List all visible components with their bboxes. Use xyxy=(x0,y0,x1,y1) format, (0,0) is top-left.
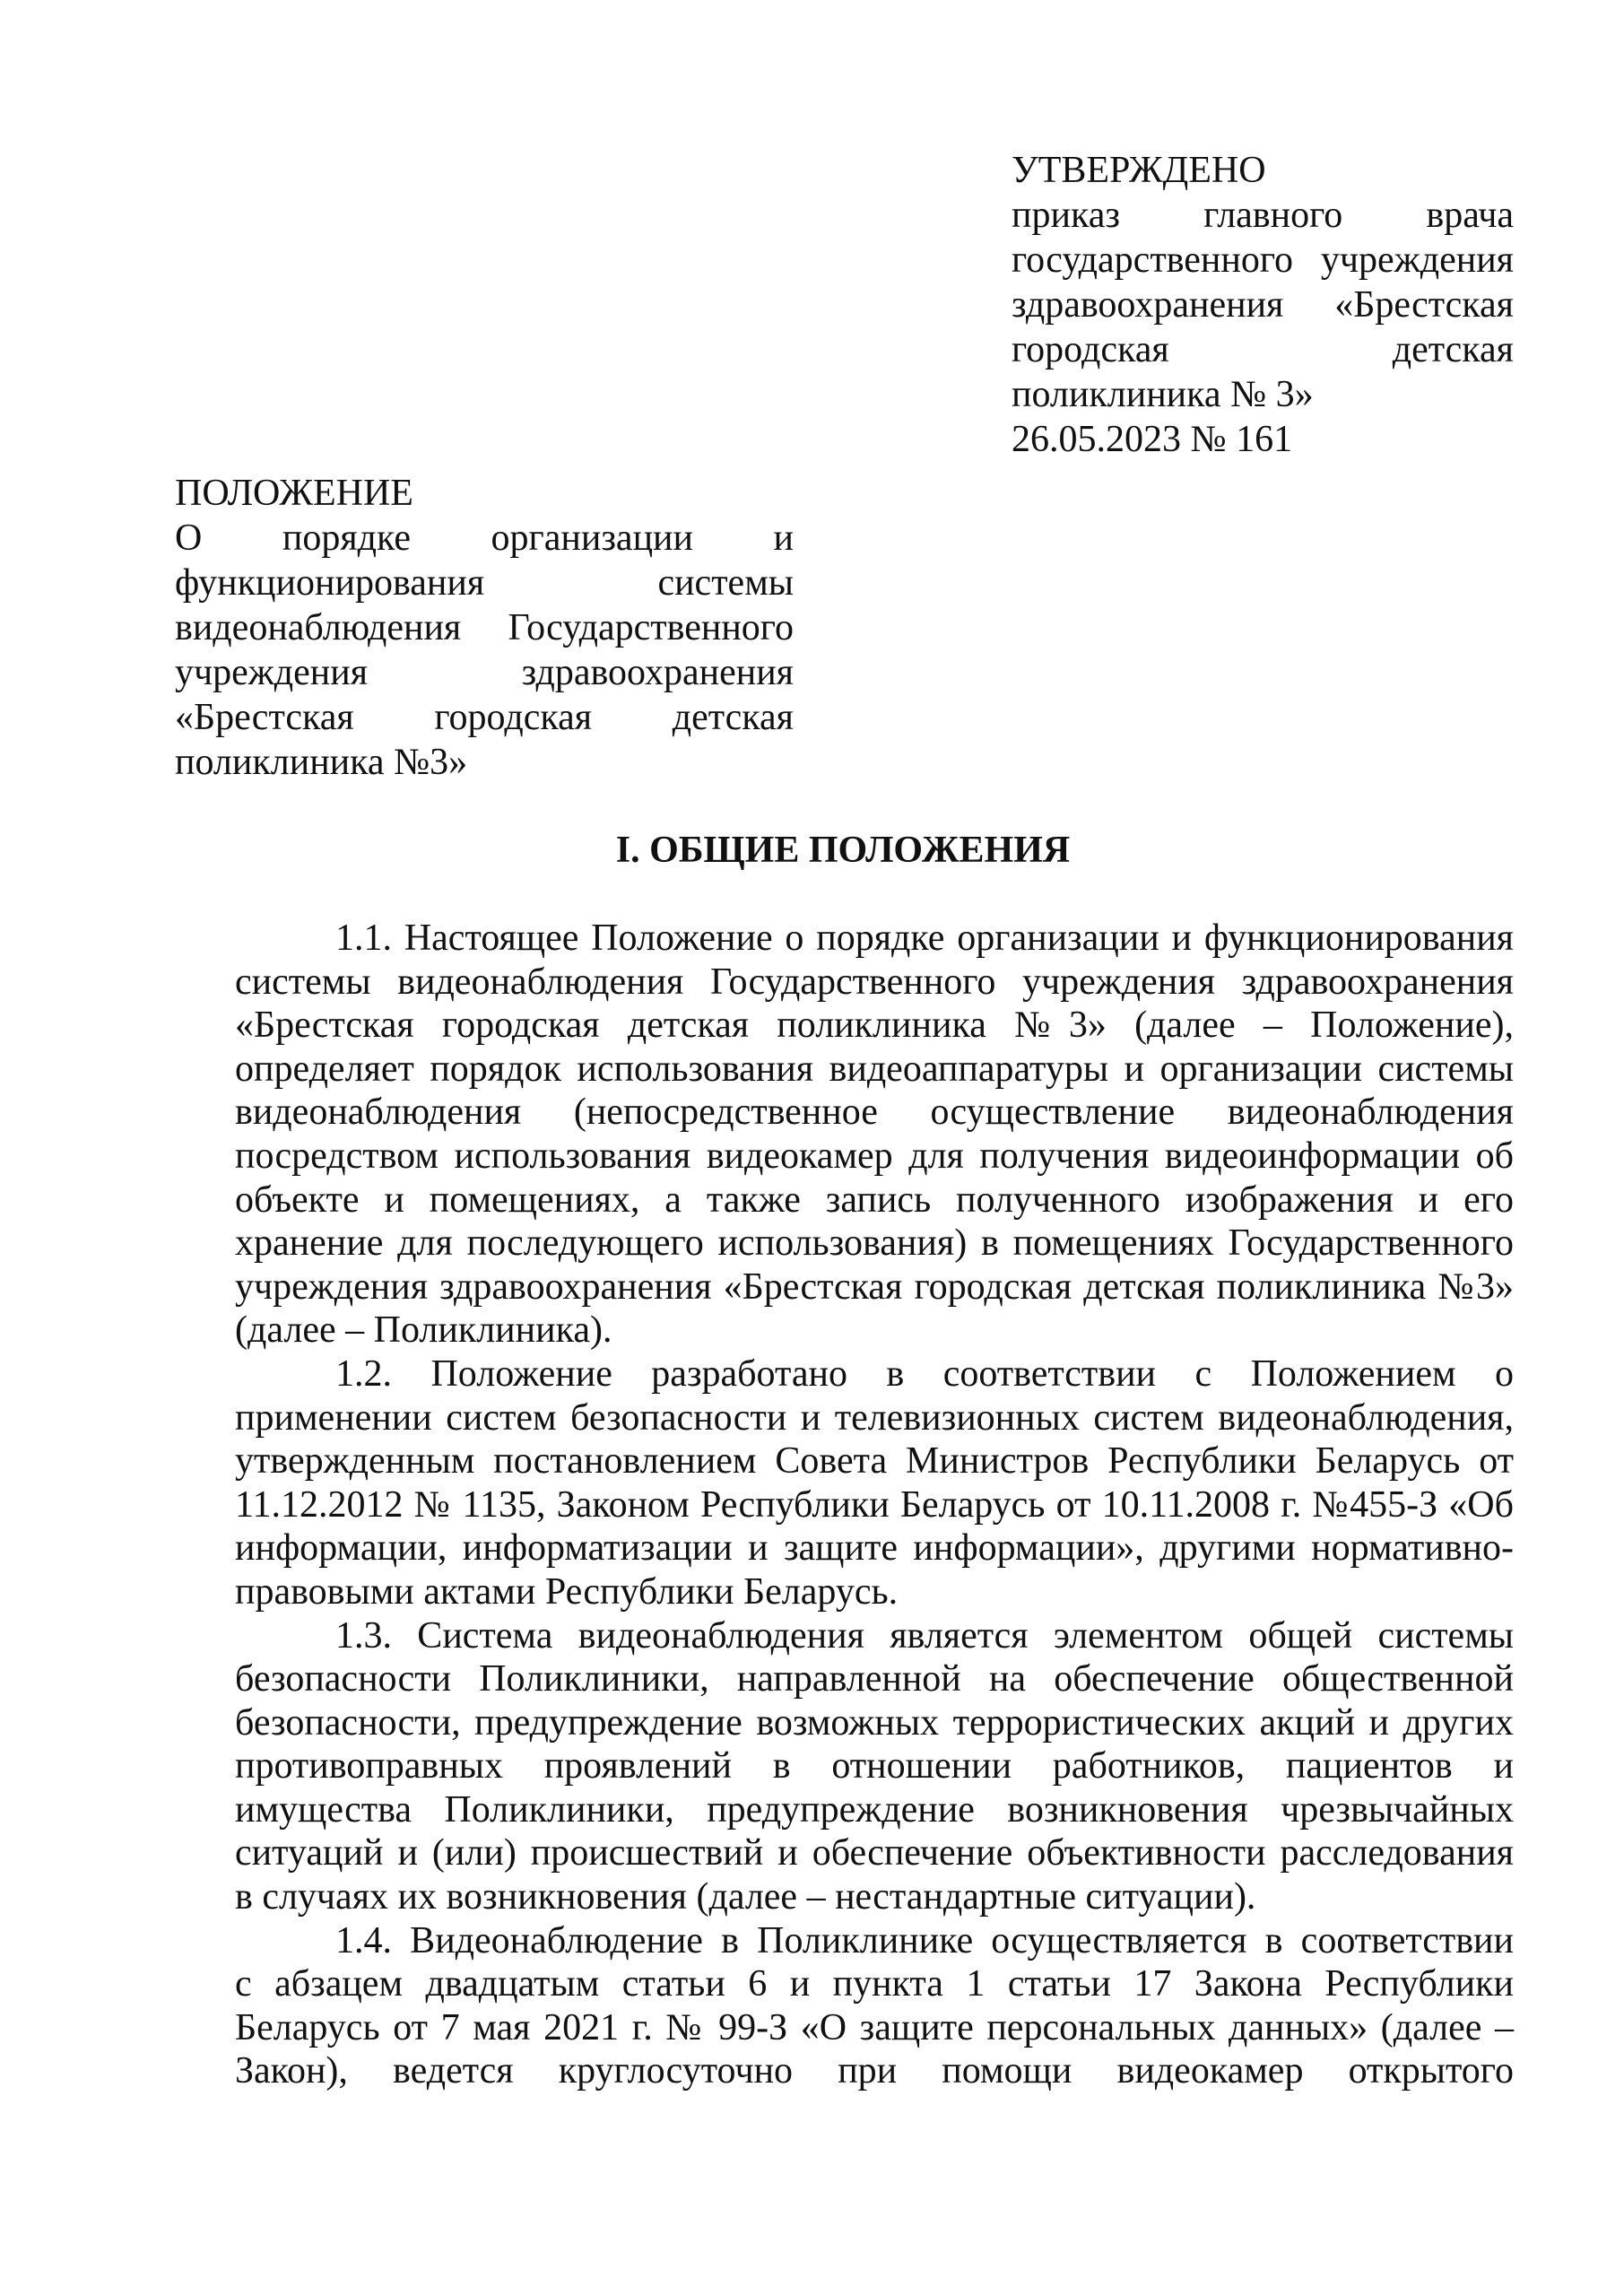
regulation-subtitle-line: поликлиника №3» xyxy=(175,742,468,783)
paragraph-1-2-line: 11.12.2012 № 1135, Законом Республики Беларусь от 10.11.2008 г. №455-З «Об xyxy=(235,1483,1514,1526)
approval-title: УТВЕРЖДЕНО xyxy=(1012,150,1266,191)
paragraph-1-3-line: в случаях их возникновения (далее – нестандартные ситуации). xyxy=(235,1876,1256,1918)
approval-block xyxy=(1012,148,1514,462)
approval-date-number: 26.05.2023 № 161 xyxy=(1012,419,1293,460)
approval-line: здравоохранения «Брестская xyxy=(1012,284,1514,326)
regulation-subtitle-line: видеонаблюдения Государственного xyxy=(175,607,794,648)
paragraph-1-1-line: хранение для последующего использования) в помещениях Государственного xyxy=(235,1222,1514,1265)
paragraph-1-1-line: (далее – Поликлиника). xyxy=(235,1309,612,1352)
paragraph-1-3-line: безопасности, предупреждение возможных террористических акций и других xyxy=(235,1701,1514,1744)
body-text xyxy=(235,917,1514,2093)
paragraph-1-3-line: противоправных проявлений в отношении работников, пациентов и xyxy=(235,1745,1514,1787)
paragraph-1-1-line: видеонаблюдения (непосредственное осуществление видеонаблюдения xyxy=(235,1091,1514,1134)
approval-line: поликлиника № 3» xyxy=(1012,374,1314,415)
regulation-title: ПОЛОЖЕНИЕ xyxy=(175,473,413,514)
paragraph-1-1-line: объекте и помещениях, а также запись полученного изображения и его xyxy=(235,1178,1514,1221)
approval-line: государственного учреждения xyxy=(1012,239,1514,281)
regulation-subtitle-line: О порядке организации и xyxy=(175,517,794,559)
paragraph-1-3-line: 1.3. Система видеонаблюдения является элементом общей системы xyxy=(335,1614,1514,1657)
paragraph-1-2-line: 1.2. Положение разработано в соответствии с Положением о xyxy=(335,1352,1514,1395)
paragraph-1-2-line: правовыми актами Республики Беларусь. xyxy=(235,1570,899,1613)
approval-line: приказ главного врача xyxy=(1012,195,1514,236)
approval-line: городская детская xyxy=(1012,329,1514,370)
paragraph-1-1-line: учреждения здравоохранения «Брестская городская детская поликлиника №3» xyxy=(235,1265,1514,1308)
paragraph-1-2-line: применении систем безопасности и телевизионных систем видеонаблюдения, xyxy=(235,1396,1514,1439)
paragraph-1-4-line: Закон), ведется круглосуточно при помощи видеокамер открытого xyxy=(235,2050,1514,2092)
regulation-subtitle-line: «Брестская городская детская xyxy=(175,697,794,738)
paragraph-1-1-line: 1.1. Настоящее Положение о порядке организации и функционирования xyxy=(335,918,1514,959)
paragraph-1-2-line: утвержденным постановлением Совета Министров Республики Беларусь от xyxy=(235,1440,1514,1483)
paragraph-1-3-line: имущества Поликлиники, предупреждение возникновения чрезвычайных xyxy=(235,1788,1514,1831)
regulation-title-block xyxy=(175,471,794,785)
paragraph-1-3-line: ситуаций и (или) происшествий и обеспечение объективности расследования xyxy=(235,1832,1514,1874)
paragraph-1-4-line: Беларусь от 7 мая 2021 г. № 99-З «О защите персональных данных» (далее – xyxy=(235,2006,1514,2048)
regulation-subtitle-line: учреждения здравоохранения xyxy=(175,652,794,693)
regulation-subtitle-line: функционирования системы xyxy=(175,562,794,604)
section-heading: I. ОБЩИЕ ПОЛОЖЕНИЯ xyxy=(615,830,1071,871)
paragraph-1-2-line: информации, информатизации и защите информации», другими нормативно- xyxy=(235,1527,1514,1570)
paragraph-1-3-line: безопасности Поликлиники, направленной на обеспечение общественной xyxy=(235,1658,1514,1700)
paragraph-1-1-line: посредством использования видеокамер для получения видеоинформации об xyxy=(235,1135,1514,1177)
paragraph-1-4-line: с абзацем двадцатым статьи 6 и пункта 1 статьи 17 Закона Республики xyxy=(235,1963,1514,2005)
paragraph-1-1-line: «Брестская городская детская поликлиника №3» (далее – Положение), xyxy=(235,1004,1514,1047)
paragraph-1-1-line: системы видеонаблюдения Государственного учреждения здравоохранения xyxy=(235,961,1514,1003)
paragraph-1-4-line: 1.4. Видеонаблюдение в Поликлинике осуществляется в соответствии xyxy=(335,1919,1514,1961)
paragraph-1-1-line: определяет порядок использования видеоаппаратуры и организации системы xyxy=(235,1048,1514,1090)
